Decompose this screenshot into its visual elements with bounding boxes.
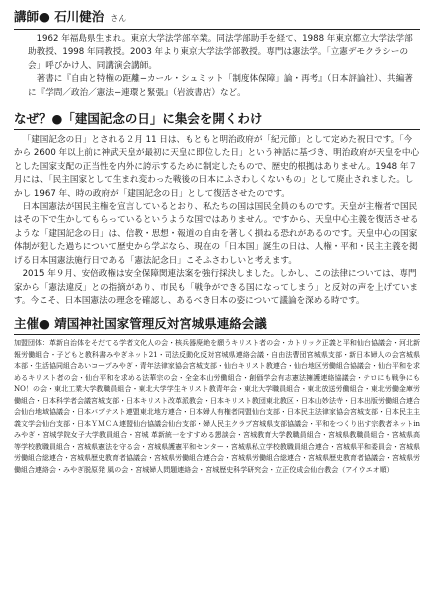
lecturer-section bbox=[14, 8, 420, 100]
organizer-heading: 主催● 靖国神社国家管理反対宮城県連絡会議 bbox=[14, 315, 420, 335]
why-paragraph: 2015 年９月、安倍政権は安全保障関連法案を強行採決しました。しかし、この法律については、専門家から「憲法違反」との指摘があり、市民も「戦争ができる国になってしまう」と反対の声を上げています。今こそ、日本国憲法の理念を確認し、あるべき日本の姿について議論を深める時です。 bbox=[14, 269, 418, 306]
lecturer-heading bbox=[14, 8, 420, 30]
lecturer-heading-text: 講師● 石川健治 bbox=[14, 9, 105, 24]
why-section bbox=[14, 110, 420, 308]
lecturer-bio-paragraph: 著書に『自由と特権の距離−カール・シュミット「制度体保障」論・再考』（日本評論社）、共編著に『学問／政治／憲法−連環と緊張』（岩波書店）など。 bbox=[28, 74, 413, 98]
member-organizations: 加盟団体：革新自治体をそだてる学者文化人の会・核兵器廃絶を願うキリスト者の会・カトリック正義と平和仙台協議会・河北新報労働組合・子どもと教科書みやぎネット21・司法反動化反対宮城県連絡会議・自由法曹団宮城県支部・新日本婦人の会宮城県本部・生活協同組合あいコープみやぎ・青年法律家協会宮城支部・仙台キリスト教連合・仙台地区労働組合協議会・仙台平和を求めるキリスト者の会・仙台平和を求める法華宗の会・全金本山労働組合・創価学会有志憲法擁護連絡協議会・テロにも戦争にもNO！の会・東北工業大学教職員組合・東北大学学生キリスト教青年会・東北大学職員組合・東北放送労働組合・東北労働金庫労働組合・日本科学者会議宮城支部・日本キリスト改革派教会・日本キリスト教団東北教区・日本山妙法寺・日本出版労働組合連合会仙台地域協議会・日本バプテスト連盟東北地方連合・日本婦人有権者同盟仙台支部・日本民主法律家協会宮城支部・日本民主主義文学会仙台支部・日本ＹＭＣＡ連盟仙台協議会仙台支部・婦人民主クラブ宮城県支部協議会・平和をつくり出す宗教者ネットinみやぎ・宮城学院女子大学教員組合・宮城 革新統一をすすめる懇談会・宮城教育大学教職員組合・宮城県教職員組合・宮城県高等学校教職員組合・宮城県憲法を守る会・宮城県護憲平和センター・宮城県私立学校教職員組合連合・宮城県平和委員会・宮城県労働組合総連合・宮城県歴史教育者協議会・宮城県労働組合連合会・宮城県労働組合総連合・宮城県歴史教育者協議会・宮城県労働組合連絡会・みやぎ脱原発 風の会・宮城婦人問題連絡会・宮城歴史科学研究会・立正佼成会仙台教会（アイウエオ順） bbox=[14, 339, 420, 474]
flyer-page bbox=[14, 8, 420, 476]
lecturer-honorific: さん bbox=[110, 14, 127, 23]
why-paragraph: 日本国憲法が国民主権を宣言しているとおり、私たちの国は国民全員のものです。天皇が主権者で国民はその下で生かしてもらっているというような国ではありません。ですから、天皇中心主義を復活させるような「建国記念の日」は、信教・思想・報道の自由を著しく損ねる恐れがあるのです。天皇中心の国家体制が犯した過ちについて歴史から学ぶなら、現在の「日本国」誕生の日は、人権・平和・民主主義を掲げる日本国憲法施行日である「憲法記念日」こそふさわしいと考えます。 bbox=[14, 202, 419, 266]
lecturer-bio bbox=[14, 33, 420, 100]
organizer-section bbox=[14, 315, 420, 476]
why-heading: なぜ？●「建国記念の日」に集会を開くわけ bbox=[14, 110, 420, 130]
lecturer-bio-paragraph: 1962 年福島県生まれ。東京大学法学部卒業。同法学部助手を経て、1988 年東京都立大学法学部助教授、1998 年同教授。2003 年より東京大学法学部教授。専門は憲法学。「立憲デモクラシーの会」呼びかけ人、同講演会講師。 bbox=[28, 34, 413, 71]
why-paragraph: 「建国記念の日」とされる２月 11 日は、もともと明治政府が「紀元節」として定めた祝日です。「今から 2600 年以上前に神武天皇が最初に天皇に即位した日」という神話に基づき、明治政府が天皇を中心とした国家支配の正当性を内外に誇示するために制定したもので、歴史的根拠はありません。1948 年７月には、「民主国家として生まれ変わった戦後の日本にふさわしくないもの」として廃止されました。しかし 1967 年、時の政府が「建国記念の日」として復活させたのです。 bbox=[14, 135, 420, 199]
why-body bbox=[14, 134, 420, 308]
